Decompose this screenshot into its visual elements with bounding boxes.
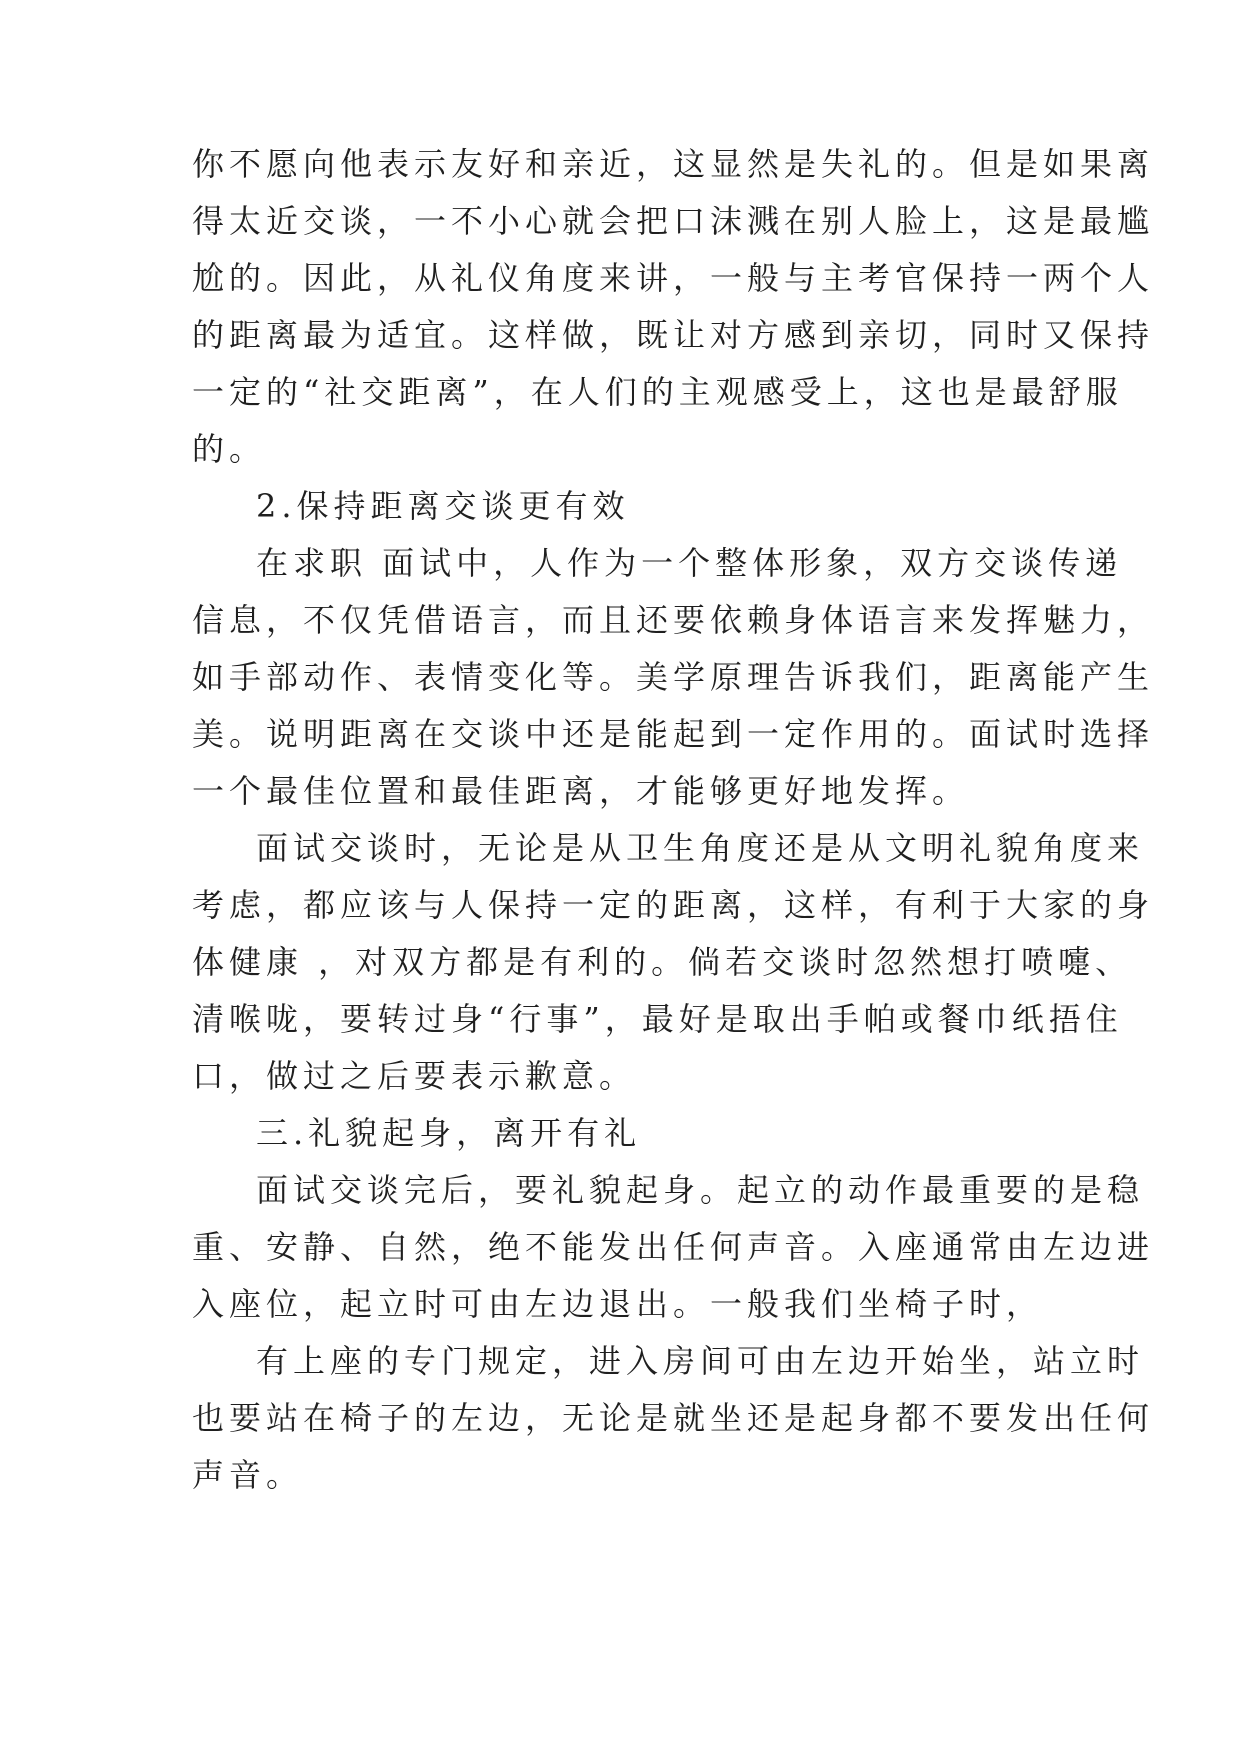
paragraph-line: 声音。	[192, 1456, 304, 1494]
paragraph-line: 如手部动作、表情变化等。美学原理告诉我们，距离能产生	[192, 658, 1155, 696]
paragraph-line: 你不愿向他表示友好和亲近，这显然是失礼的。但是如果离	[192, 145, 1155, 183]
paragraph-line: 美。说明距离在交谈中还是能起到一定作用的。面试时选择	[192, 715, 1155, 753]
paragraph-line: 有上座的专门规定，进入房间可由左边开始坐，站立时	[256, 1342, 1145, 1380]
paragraph-line: 也要站在椅子的左边，无论是就坐还是起身都不要发出任何	[192, 1399, 1155, 1437]
section-heading: 2.保持距离交谈更有效	[256, 487, 630, 525]
paragraph-line: 一个最佳位置和最佳距离，才能够更好地发挥。	[192, 772, 970, 810]
paragraph-line: 口，做过之后要表示歉意。	[192, 1057, 637, 1095]
paragraph-line: 面试交谈时，无论是从卫生角度还是从文明礼貌角度来	[256, 829, 1145, 867]
paragraph-line: 的距离最为适宜。这样做，既让对方感到亲切，同时又保持	[192, 316, 1155, 354]
paragraph-line: 考虑，都应该与人保持一定的距离，这样，有利于大家的身	[192, 886, 1155, 924]
paragraph-line: 一定的“社交距离”，在人们的主观感受上，这也是最舒服	[192, 373, 1123, 411]
paragraph-line: 尬的。因此，从礼仪角度来讲，一般与主考官保持一两个人	[192, 259, 1155, 297]
paragraph-line: 重、安静、自然，绝不能发出任何声音。入座通常由左边进	[192, 1228, 1155, 1266]
paragraph-line: 入座位，起立时可由左边退出。一般我们坐椅子时，	[192, 1285, 1044, 1323]
paragraph-line: 体健康 ，对双方都是有利的。倘若交谈时忽然想打喷嚏、	[192, 943, 1133, 981]
paragraph-line: 信息，不仅凭借语言，而且还要依赖身体语言来发挥魅力，	[192, 601, 1155, 639]
paragraph-line: 面试交谈完后，要礼貌起身。起立的动作最重要的是稳	[256, 1171, 1145, 1209]
paragraph-line: 清喉咙，要转过身“行事”，最好是取出手帕或餐巾纸捂住	[192, 1000, 1123, 1038]
section-heading: 三.礼貌起身，离开有礼	[256, 1114, 642, 1152]
paragraph-line: 的。	[192, 430, 267, 468]
paragraph-line: 在求职 面试中，人作为一个整体形象，双方交谈传递	[256, 544, 1123, 582]
paragraph-line: 得太近交谈，一不小心就会把口沫溅在别人脸上，这是最尴	[192, 202, 1155, 240]
